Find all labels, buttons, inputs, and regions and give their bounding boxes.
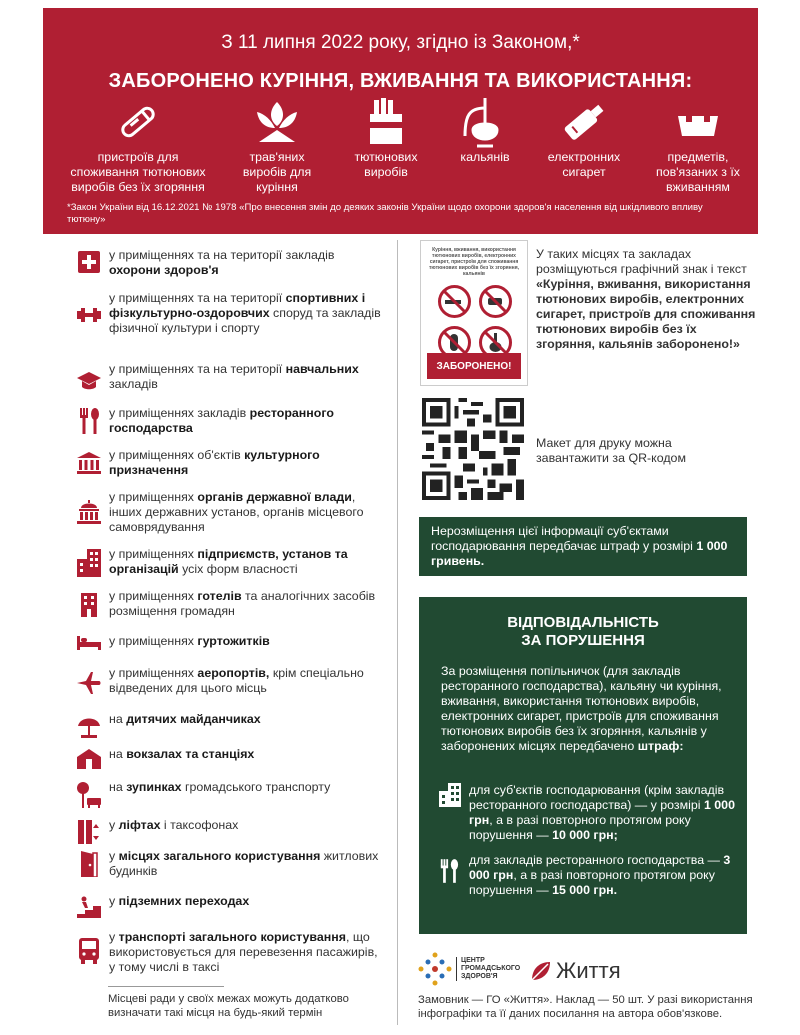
publisher-note: Замовник — ГО «Життя». Наклад — 50 шт. У разі використання інфографіки та її даних посилання на автора обов'язкове. bbox=[418, 994, 753, 1020]
graduation-cap-icon bbox=[75, 362, 103, 390]
center-logo-line: ГРОМАДСЬКОГО bbox=[461, 965, 521, 972]
item-text: у приміщеннях bbox=[109, 490, 198, 504]
item-text: у приміщеннях закладів bbox=[109, 406, 250, 420]
banned-item bbox=[648, 96, 748, 195]
item-text: закладів bbox=[109, 377, 158, 391]
item-bold: підземних переходах bbox=[118, 894, 250, 908]
item-text: у приміщеннях та на території bbox=[109, 362, 286, 376]
qr-code-icon bbox=[422, 398, 524, 500]
banned-item-label: пристроїв для споживання тютюнових виробів без їх згоряння bbox=[70, 150, 206, 194]
elevator-icon bbox=[75, 818, 103, 844]
government-building-icon bbox=[75, 490, 103, 524]
item-bold: транспорті загального користування bbox=[118, 930, 346, 944]
list-item bbox=[75, 712, 385, 738]
item-text: у приміщеннях та на території bbox=[109, 291, 286, 305]
item-text: житлових будинків bbox=[109, 849, 379, 878]
fine-item-text: для закладів ресторанного господарства — bbox=[469, 853, 724, 867]
item-text: , що використовується для перевезення пасажирів, у тому числі в таксі bbox=[109, 930, 378, 974]
list-item bbox=[75, 248, 385, 278]
banner-subtitle: З 11 липня 2022 року, згідно із Законом,* bbox=[221, 32, 580, 53]
law-footnote: *Закон України від 16.12.2021 № 1978 «Про внесення змін до деяких законів України щодо охорони здоров'я населення від шкідливого впливу тютюну» bbox=[67, 202, 703, 225]
sign-desc-text: У таких місцях та закладах розміщуються графічний знак і текст bbox=[536, 247, 747, 276]
no-smoking-icon bbox=[437, 284, 472, 319]
sign-icons bbox=[437, 284, 513, 360]
fine-item-amount: 1 000 грн bbox=[469, 798, 735, 827]
responsibility-title bbox=[419, 614, 747, 650]
item-bold: органів державної влади bbox=[197, 490, 352, 504]
bus-icon bbox=[75, 930, 103, 964]
list-item bbox=[75, 849, 385, 879]
item-text: у приміщеннях та на території закладів bbox=[109, 248, 335, 262]
fine-item-business bbox=[439, 783, 739, 843]
zhyttia-logo bbox=[530, 955, 621, 987]
responsibility-title-line: ВІДПОВІДАЛЬНІСТЬ bbox=[507, 614, 659, 631]
item-bold: зупинках bbox=[126, 780, 182, 794]
item-bold: місцях загального користування bbox=[118, 849, 321, 863]
banned-item bbox=[341, 96, 431, 195]
list-item bbox=[75, 818, 385, 844]
list-item bbox=[75, 780, 385, 808]
local-councils-note: Місцеві ради у своїх межах можуть додатково визначати такі місця на будь-який термін bbox=[108, 993, 349, 1019]
banned-item bbox=[539, 96, 629, 195]
item-text: у bbox=[109, 894, 119, 908]
center-logo-text bbox=[456, 957, 520, 981]
train-station-icon bbox=[75, 747, 103, 769]
banned-item-label: трав'яних виробів для куріння bbox=[242, 150, 312, 194]
heated-tobacco-device-icon bbox=[112, 96, 164, 148]
banned-item-label: кальянів bbox=[460, 150, 510, 164]
public-health-center-logo bbox=[418, 951, 528, 987]
footnote-divider bbox=[108, 986, 224, 987]
item-bold: ліфтах bbox=[118, 818, 161, 832]
banned-item bbox=[450, 96, 520, 195]
item-bold: дитячих майданчиках bbox=[126, 712, 261, 726]
bus-stop-icon bbox=[75, 780, 103, 808]
ashtray-icon bbox=[672, 96, 724, 148]
qr-caption: Макет для друку можна завантажити за QR-кодом bbox=[536, 436, 686, 465]
leaf-logo-icon bbox=[530, 960, 552, 982]
airplane-icon bbox=[75, 666, 103, 694]
sign-desc-bold: «Куріння, вживання, використання тютюнових виробів, електронних сигарет, пристроїв для споживання тютюнових виробів без їх згоряння, кальянів заборонено!» bbox=[536, 277, 756, 351]
responsibility-title-line: ЗА ПОРУШЕННЯ bbox=[521, 632, 645, 649]
item-bold: культурного призначення bbox=[109, 448, 320, 477]
office-buildings-icon bbox=[75, 547, 103, 577]
item-text: на bbox=[109, 747, 127, 761]
fine-item-text: , а в разі повторного протягом року порушення — bbox=[469, 868, 715, 897]
door-icon bbox=[75, 849, 103, 877]
office-buildings-icon bbox=[439, 783, 463, 843]
center-logo-line: ЗДОРОВ'Я bbox=[461, 973, 498, 980]
item-text: , інших державних установ, органів місцевого самоврядування bbox=[109, 490, 364, 534]
list-item bbox=[75, 634, 385, 650]
fork-spoon-icon bbox=[75, 406, 103, 434]
responsibility-text: За розміщення попільничок (для закладів ресторанного господарства), кальяну чи куріння, вживання, використання тютюнових виробів, електронних сигарет, пристроїв для споживання тютюнових виробів без їх згоряння, кальянів у заборонених місцях передбачено bbox=[441, 664, 722, 753]
item-bold: ресторанного господарства bbox=[109, 406, 334, 435]
item-text: крім спеціально відведених для цього місць bbox=[109, 666, 364, 695]
item-text: і таксофонах bbox=[160, 818, 239, 832]
item-bold: навчальних bbox=[285, 362, 359, 376]
center-logo-line: ЦЕНТР bbox=[461, 957, 485, 964]
e-cigarette-icon bbox=[558, 96, 610, 148]
cigarette-pack-icon bbox=[360, 96, 412, 148]
museum-icon bbox=[75, 448, 103, 474]
list-item bbox=[75, 362, 385, 392]
no-e-cigarette-icon bbox=[478, 284, 513, 319]
zhyttia-logo-text: Життя bbox=[556, 958, 621, 983]
fine-notice bbox=[419, 517, 747, 576]
fine-text: Нерозміщення цієї інформації суб'єктами господарювання передбачає штраф у розмірі bbox=[431, 524, 697, 553]
fine-item-text: для суб'єктів господарювання (крім закладів ресторанного господарства) — у розмірі bbox=[469, 783, 725, 812]
sign-banned-label: ЗАБОРОНЕНО! bbox=[427, 353, 521, 379]
dots-diamond-icon bbox=[418, 952, 452, 986]
item-text: у приміщеннях bbox=[109, 589, 198, 603]
list-item bbox=[75, 547, 385, 577]
fine-item-amount: 10 000 грн; bbox=[552, 828, 618, 842]
item-text: у приміщеннях bbox=[109, 666, 198, 680]
item-text: у bbox=[109, 849, 119, 863]
list-item bbox=[75, 747, 385, 769]
item-bold: охорони здоров'я bbox=[109, 263, 219, 277]
banner-headline: ЗАБОРОНЕНО КУРІННЯ, ВЖИВАННЯ ТА ВИКОРИСТАННЯ: bbox=[108, 70, 693, 92]
item-text: у приміщеннях об'єктів bbox=[109, 448, 245, 462]
fine-item-text: , а в разі повторного протягом року порушення — bbox=[469, 813, 691, 842]
item-bold: вокзалах та станціях bbox=[126, 747, 255, 761]
list-item bbox=[75, 291, 385, 336]
fork-spoon-icon bbox=[439, 853, 463, 898]
hookah-icon bbox=[459, 96, 511, 148]
qr-code[interactable] bbox=[422, 398, 524, 500]
item-bold: підприємств, установ та організацій bbox=[109, 547, 348, 576]
fine-amount: 1 000 гривень. bbox=[431, 539, 728, 568]
stairs-icon bbox=[75, 894, 103, 918]
item-text: у приміщеннях bbox=[109, 547, 198, 561]
playground-umbrella-icon bbox=[75, 712, 103, 738]
item-text: громадського транспорту bbox=[181, 780, 331, 794]
fine-item-restaurant bbox=[439, 853, 739, 898]
banned-item-label: електронних сигарет bbox=[547, 150, 621, 179]
fine-item-amount: 3 000 грн bbox=[469, 853, 731, 882]
item-text: на bbox=[109, 780, 127, 794]
list-item bbox=[75, 894, 385, 918]
item-text: у bbox=[109, 930, 119, 944]
banned-items bbox=[63, 96, 748, 195]
banned-item-label: тютюнових виробів bbox=[354, 150, 418, 179]
item-bold: спортивних і фізкультурно-оздоровчих bbox=[109, 291, 366, 320]
item-text: на bbox=[109, 712, 127, 726]
medical-cross-icon bbox=[75, 248, 103, 274]
herbal-leaf-icon bbox=[251, 96, 303, 148]
item-text: усіх форм власності bbox=[178, 562, 298, 576]
bed-icon bbox=[75, 634, 103, 650]
banned-item bbox=[232, 96, 322, 195]
list-item bbox=[75, 589, 385, 619]
list-item bbox=[75, 490, 385, 535]
responsibility-bold: штраф: bbox=[637, 739, 684, 753]
hotel-icon bbox=[75, 589, 103, 617]
item-bold: аеропортів, bbox=[197, 666, 270, 680]
dumbbell-icon bbox=[75, 291, 103, 323]
responsibility-body bbox=[441, 664, 733, 754]
item-text: у приміщеннях bbox=[109, 634, 198, 648]
item-text: у bbox=[109, 818, 119, 832]
responsibility-box bbox=[419, 597, 747, 934]
item-text: та аналогічних засобів розміщення громадян bbox=[109, 589, 376, 618]
sign-text: Куріння, вживання, використання тютюнових виробів, електронних сигарет, пристроїв для споживання тютюнових виробів без їх згоряння, кальянів bbox=[428, 247, 520, 277]
sign-description bbox=[536, 247, 756, 352]
fine-item-amount: 15 000 грн. bbox=[552, 883, 618, 897]
item-bold: готелів bbox=[197, 589, 242, 603]
list-item bbox=[75, 406, 385, 436]
no-smoking-sign bbox=[420, 240, 528, 386]
item-bold: гуртожитків bbox=[197, 634, 270, 648]
banned-item-label: предметів, пов'язаних з їх вживанням bbox=[656, 150, 740, 194]
banned-item bbox=[63, 96, 213, 195]
item-text: споруд та закладів фізичної культури і спорту bbox=[109, 306, 381, 335]
column-divider bbox=[397, 240, 398, 1025]
list-item bbox=[75, 666, 385, 696]
ban-banner bbox=[43, 8, 758, 234]
list-item bbox=[75, 448, 385, 478]
list-item bbox=[75, 930, 385, 975]
